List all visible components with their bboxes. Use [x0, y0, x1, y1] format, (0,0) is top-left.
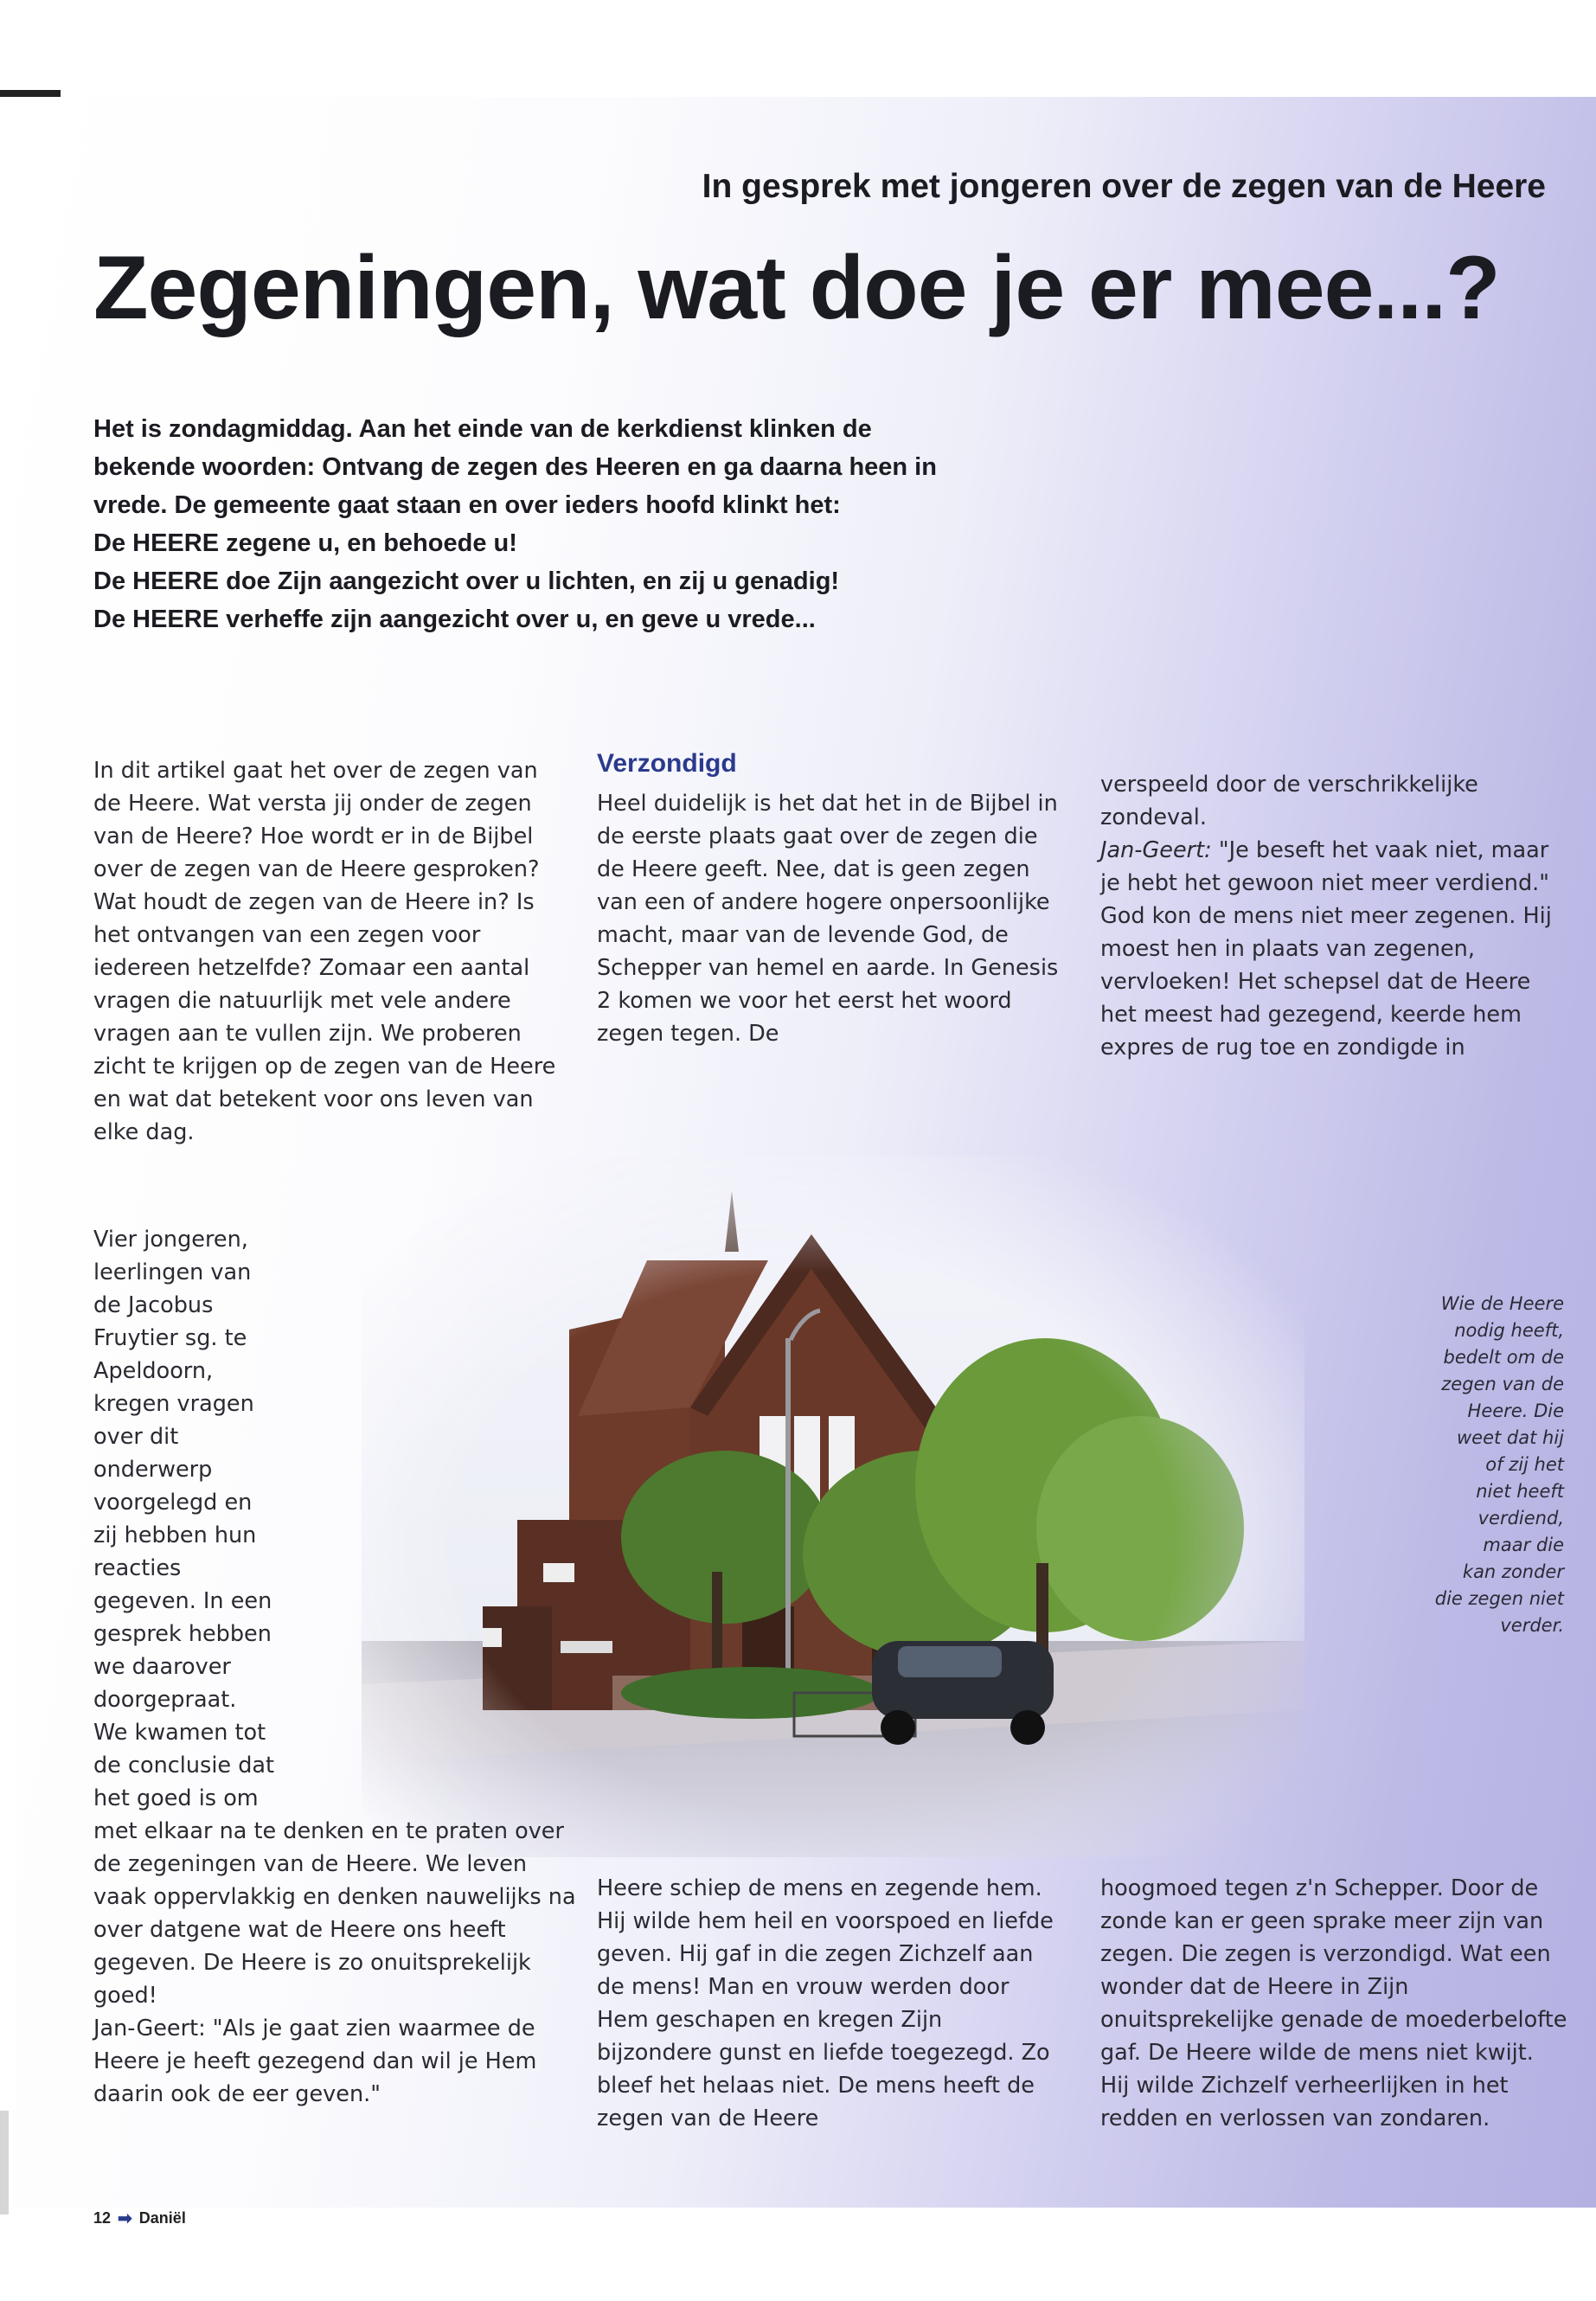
body-paragraph: Vier jongeren, leerlingen van de Jacobus Fruytier sg. te Apeldoorn, kregen vragen over dit onderwerp voorgelegd en zij hebben hun reacties gegeven. In een gesprek hebben we daarover doorgepraat.: [93, 1227, 272, 1713]
article-column-3: [1100, 768, 1559, 1064]
page-number: 12: [93, 2209, 112, 2227]
caption-line: weet dat hij: [1456, 1427, 1564, 1448]
article-column-5: [1100, 1872, 1567, 2135]
crop-mark: [0, 90, 61, 97]
article-column-wrapped: [93, 1223, 578, 2111]
quote-paragraph: [93, 2012, 578, 2111]
page-edge-shadow: [0, 2111, 9, 2214]
caption-line: of zij het: [1485, 1454, 1564, 1475]
caption-line: nodig heeft,: [1454, 1320, 1564, 1341]
intro-line: De HEERE zegene u, en behoede u!: [93, 529, 517, 557]
quote-text: "Als je gaat zien waarmee de Heere je heeft gezegend dan wil je Hem daarin ook de eer geven.": [93, 2016, 537, 2107]
intro-line: De HEERE verheffe zijn aangezicht over u, en geve u vrede...: [93, 606, 816, 633]
caption-line: Heere. Die: [1467, 1400, 1564, 1421]
text-wrap-spacer: [266, 1223, 578, 1785]
article-column-4: [597, 1872, 1064, 2135]
intro-line: Het is zondagmiddag. Aan het einde van de kerkdienst klinken de: [93, 415, 872, 443]
intro-paragraph: [93, 410, 1062, 638]
body-paragraph: God kon de mens niet meer zegenen. Hij moest hen in plaats van zegenen, vervloeken! Het schepsel dat de Heere het meest had gezegend, keerde hem expres de rug toe en zondigde in: [1100, 903, 1552, 1061]
body-paragraph: Heere schiep de mens en zegende hem. Hij wilde hem heil en voorspoed en liefde geven. Hij gaf in die zegen Zichzelf aan de mens! Man en vrouw werden door Hem geschapen en kregen Zijn bijzondere gunst en liefde toegezegd. Zo bleef het helaas niet. De mens heeft de zegen van de Heere: [597, 1875, 1054, 2131]
page-footer: [93, 2208, 186, 2229]
caption-line: verder.: [1500, 1615, 1564, 1636]
quote-paragraph: [1100, 834, 1559, 900]
caption-line: bedelt om de: [1443, 1347, 1564, 1368]
article-column-2: [597, 747, 1064, 1050]
body-paragraph: verspeeld door de verschrikkelijke zondeval.: [1100, 772, 1478, 830]
quote-speaker: Jan-Geert:: [1100, 837, 1212, 863]
caption-line: die zegen niet: [1434, 1588, 1564, 1609]
arrow-icon: ➡: [118, 2209, 132, 2228]
intro-line: vrede. De gemeente gaat staan en over ieders hoofd klinkt het:: [93, 491, 841, 519]
body-paragraph: We kwamen tot de conclusie dat het goed is om met elkaar na te denken en te praten over de zegeningen van de Heere. We leven vaak oppervlakkig en denken nauwelijks na over datgene wat de Heere ons heeft gegeven. De Heere is zo onuitsprekelijk goed!: [93, 1720, 576, 2009]
caption-line: verdiend,: [1477, 1508, 1564, 1529]
caption-line: maar die: [1483, 1535, 1564, 1555]
article-column-1: [93, 754, 565, 1149]
body-paragraph: In dit artikel gaat het over de zegen van de Heere. Wat versta jij onder de zegen van de Heere? Hoe wordt er in de Bijbel over de zegen van de Heere gesproken? Wat houdt de zegen van de Heere in? Is het ontvangen van een zegen voor iedereen hetzelfde? Zomaar een aantal vragen die natuurlijk met vele andere vragen aan te vullen zijn. We proberen zicht te krijgen op de zegen van de Heere en wat dat betekent voor ons leven van elke dag.: [93, 758, 556, 1145]
section-subheading: Verzondigd: [597, 749, 737, 778]
page-title: Zegeningen, wat doe je er mee...?: [93, 238, 1500, 338]
body-paragraph: Heel duidelijk is het dat het in de Bijbel in de eerste plaats gaat over de zegen die de Heere geeft. Nee, dat is geen zegen van een of andere hogere onpersoonlijke macht, maar van de levende God, de Schepper van hemel en aarde. In Genesis 2 komen we voor het eerst het woord zegen tegen. De: [597, 791, 1059, 1047]
body-paragraph: hoogmoed tegen z'n Schepper. Door de zonde kan er geen sprake meer zijn van zegen. Die zegen is verzondigd. Wat een wonder dat de Heere in Zijn onuitsprekelijke genade de moederbelofte gaf. De Heere wilde de mens niet kwijt. Hij wilde Zichzelf verheerlijken in het redden en verlossen van zondaren.: [1100, 1875, 1567, 2131]
caption-line: niet heeft: [1476, 1481, 1564, 1502]
quote-speaker: Jan-Geert:: [93, 2016, 206, 2041]
quote-text: "Je beseft het vaak niet, maar je hebt het gewoon niet meer verdiend.": [1100, 837, 1549, 896]
intro-line: De HEERE doe Zijn aangezicht over u lichten, en zij u genadig!: [93, 567, 840, 595]
magazine-page: [16, 97, 1596, 2228]
kicker-heading: In gesprek met jongeren over de zegen van de Heere: [702, 168, 1546, 205]
intro-line: bekende woorden: Ontvang de zegen des Heeren en ga daarna heen in: [93, 453, 937, 481]
magazine-name: Daniël: [138, 2209, 186, 2227]
caption-line: Wie de Heere: [1440, 1293, 1564, 1314]
caption-line: kan zonder: [1462, 1561, 1564, 1582]
caption-line: zegen van de: [1441, 1374, 1564, 1394]
pull-quote-caption: [1365, 1291, 1564, 1639]
